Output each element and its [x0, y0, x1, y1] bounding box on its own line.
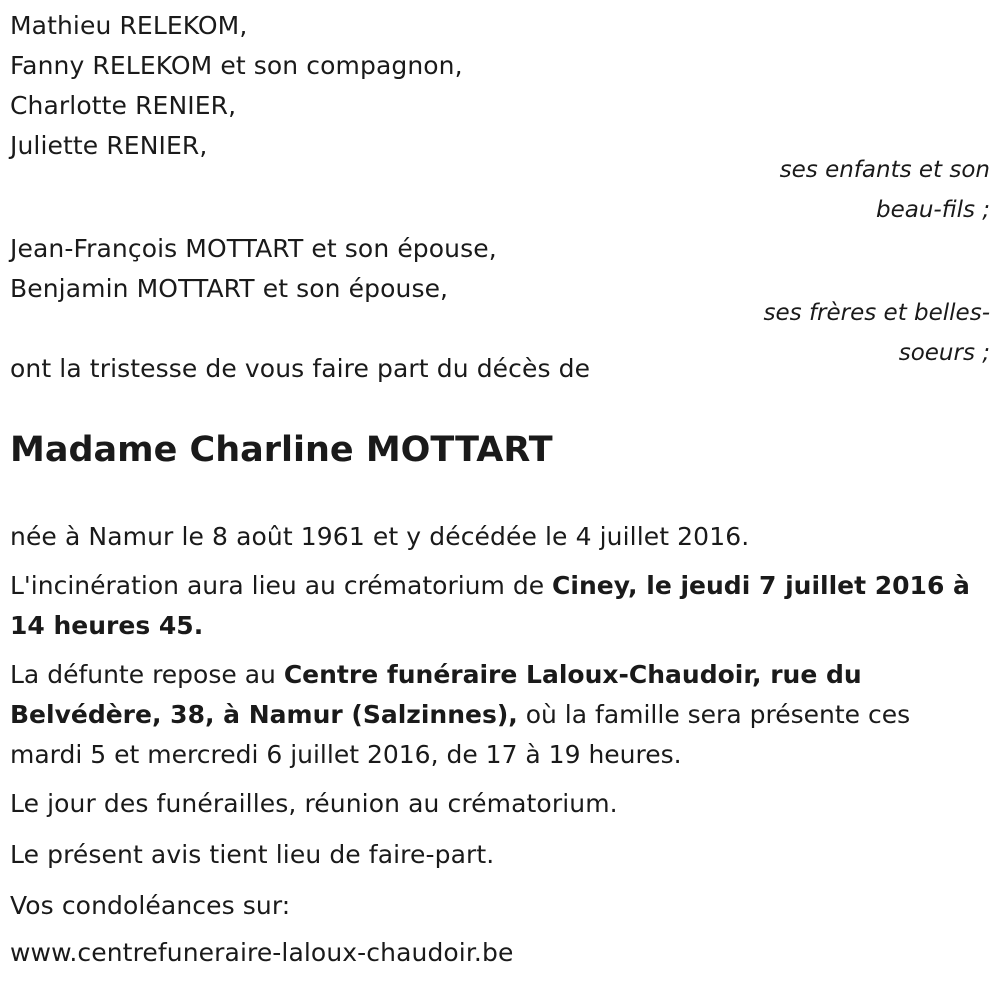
- children-role-label: beau-fils ;: [875, 197, 990, 223]
- website-link[interactable]: www.centrefuneraire-laloux-chaudoir.be: [10, 938, 514, 967]
- birth-death-text: née à Namur le 8 août 1961 et y décédée le 4 juillet 2016.: [10, 522, 750, 551]
- family-member-line: Juliette RENIER,: [10, 131, 208, 160]
- siblings-role-label: soeurs ;: [898, 340, 990, 366]
- funeral-day-text: Le jour des funérailles, réunion au crématorium.: [10, 789, 618, 818]
- notice-text: Le présent avis tient lieu de faire-part.: [10, 840, 495, 869]
- repose-paragraph: [10, 655, 995, 775]
- family-member-line: Benjamin MOTTART et son épouse,: [10, 274, 449, 303]
- announcement-text: ont la tristesse de vous faire part du décès de: [10, 354, 591, 383]
- condolences-label: Vos condoléances sur:: [10, 891, 291, 920]
- deceased-name: Madame Charline MOTTART: [10, 430, 553, 470]
- visiting-hours: mardi 5 et mercredi 6 juillet 2016, de 17 à 19 heures.: [10, 740, 682, 769]
- family-member-line: Mathieu RELEKOM,: [10, 11, 248, 40]
- cremation-prefix: L'incinération aura lieu au crématorium de: [10, 571, 553, 600]
- cremation-time: 14 heures 45.: [10, 611, 204, 640]
- siblings-role-label: ses frères et belles-: [763, 300, 990, 326]
- cremation-details: Ciney, le jeudi 7 juillet 2016 à: [552, 571, 970, 600]
- cremation-paragraph: [10, 566, 995, 646]
- family-member-line: Charlotte RENIER,: [10, 91, 237, 120]
- repose-suffix: où la famille sera présente ces: [517, 700, 911, 729]
- funeral-center: Centre funéraire Laloux-Chaudoir, rue du: [283, 660, 862, 689]
- repose-prefix: La défunte repose au: [10, 660, 284, 689]
- family-member-line: Fanny RELEKOM et son compagnon,: [10, 51, 463, 80]
- family-member-line: Jean-François MOTTART et son épouse,: [10, 234, 497, 263]
- children-role-label: ses enfants et son: [779, 157, 990, 183]
- funeral-center-address: Belvédère, 38, à Namur (Salzinnes),: [10, 700, 518, 729]
